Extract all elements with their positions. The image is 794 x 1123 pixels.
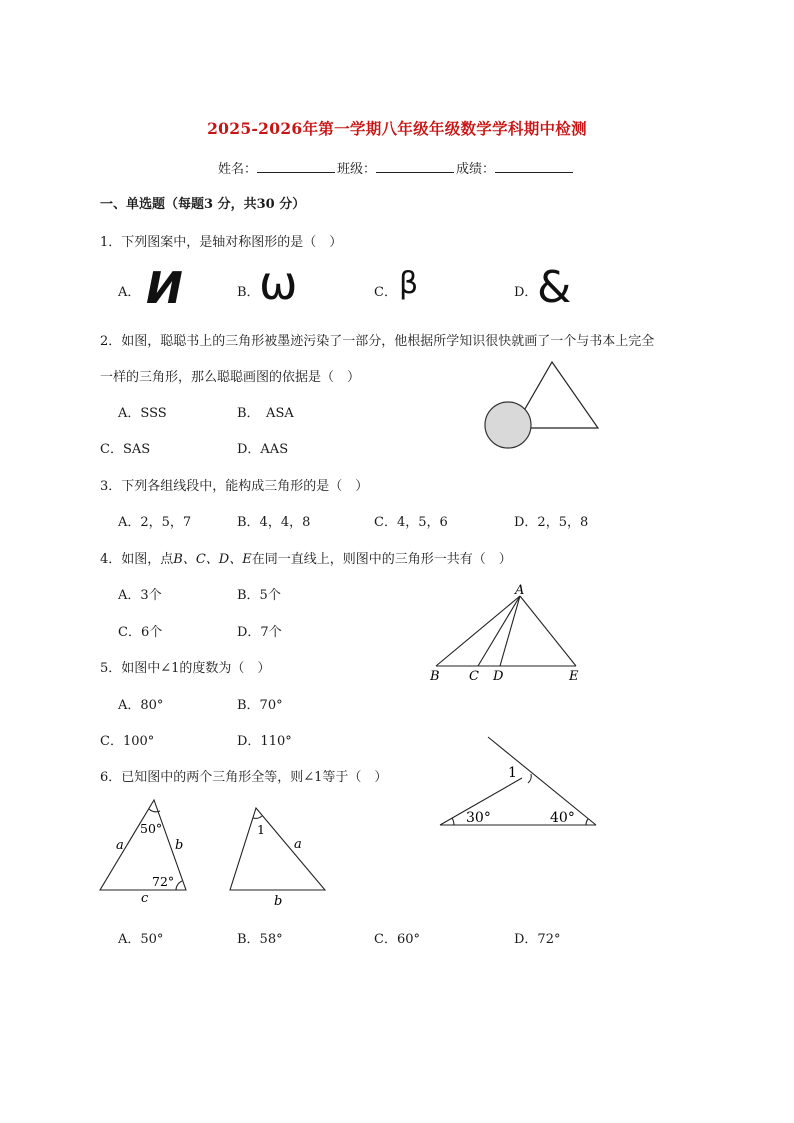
q3-option-c[interactable]: C．4，5，6: [374, 515, 448, 530]
q1-glyph-d: &: [537, 262, 572, 313]
name-blank[interactable]: [257, 160, 335, 173]
class-label: 班级：: [337, 162, 377, 177]
q6-right-label-a: a: [294, 837, 302, 852]
q5-angle1-arc: [528, 774, 531, 783]
score-blank[interactable]: [495, 160, 573, 173]
q1-glyph-b: ω: [259, 256, 298, 310]
q4-line-ac: [478, 596, 520, 666]
page-title: 2025-2026年第一学期八年级年级数学学科期中检测: [207, 119, 587, 138]
q6-option-b[interactable]: B．58°: [237, 932, 283, 947]
q4-option-b[interactable]: B．5个: [237, 588, 281, 603]
q6-figure-right: [226, 806, 331, 911]
q4-option-d[interactable]: D．7个: [237, 625, 282, 640]
q4-label-e: E: [569, 669, 579, 684]
q5-label-30: 30°: [466, 810, 491, 826]
q6-left-label-a: a: [116, 838, 124, 853]
q5-label-1: 1: [508, 765, 517, 781]
q5-angle30-arc: [452, 818, 454, 825]
q5-option-b[interactable]: B．70°: [237, 698, 283, 713]
q4-line-ad: [500, 596, 520, 666]
q4-stem-pre: 4．如图，点: [100, 552, 174, 567]
q3-option-d[interactable]: D．2，5，8: [514, 515, 589, 530]
q6-right-label-1: 1: [257, 822, 265, 837]
q2-option-a[interactable]: A．SSS: [118, 406, 167, 421]
q4-figure: [428, 582, 588, 682]
q4-option-c[interactable]: C．6个: [118, 625, 163, 640]
name-label: 姓名：: [218, 162, 258, 177]
q6-right-label-b: b: [274, 894, 283, 909]
q1-option-a[interactable]: A．: [118, 285, 141, 300]
q2-ink-blot: [485, 402, 531, 448]
q5-option-d[interactable]: D．110°: [237, 734, 292, 749]
q5-label-40: 40°: [550, 810, 575, 826]
q4-label-d: D: [493, 669, 504, 684]
q1-option-d[interactable]: D．: [514, 285, 538, 300]
q5-option-c[interactable]: C．100°: [100, 734, 155, 749]
q6-option-c[interactable]: C．60°: [374, 932, 420, 947]
q2-option-b[interactable]: B． ASA: [237, 406, 294, 421]
q6-stem: 6．已知图中的两个三角形全等，则∠1等于（ ）: [100, 770, 388, 785]
q2-option-c[interactable]: C．SAS: [100, 442, 151, 457]
q1-glyph-a: И: [146, 263, 183, 314]
q1-option-b[interactable]: B．: [237, 285, 260, 300]
q6-option-d[interactable]: D．72°: [514, 932, 561, 947]
q4-label-a: A: [515, 583, 525, 598]
q6-left-angle50-arc: [149, 809, 160, 812]
q4-option-a[interactable]: A．3个: [118, 588, 162, 603]
q5-angle40-arc: [586, 819, 588, 825]
score-label: 成绩：: [456, 162, 496, 177]
student-info-line: [218, 158, 575, 177]
q5-extended-side: [488, 737, 596, 825]
section-heading: 一、单选题（每题3 分，共30 分）: [100, 197, 306, 212]
q4-stem-points: B、C、D、E: [173, 552, 252, 567]
q4-label-b: B: [430, 669, 440, 684]
q4-stem: [100, 548, 512, 567]
q3-option-a[interactable]: A．2，5，7: [118, 515, 192, 530]
q2-figure-ink-triangle: [480, 360, 605, 455]
q6-left-label-50: 50°: [140, 821, 163, 836]
q2-option-d[interactable]: D．AAS: [237, 442, 289, 457]
q3-stem: 3．下列各组线段中，能构成三角形的是（ ）: [100, 479, 369, 494]
q5-option-a[interactable]: A．80°: [118, 698, 164, 713]
q6-right-triangle: [230, 808, 325, 890]
q6-left-label-b: b: [175, 838, 184, 853]
q6-right-angle1-arc: [253, 816, 262, 818]
q4-stem-post: 在同一直线上，则图中的三角形一共有（ ）: [251, 552, 512, 567]
q6-left-label-c: c: [141, 891, 149, 906]
q4-line-ab: [436, 596, 520, 666]
q1-stem: 1．下列图案中，是轴对称图形的是（ ）: [100, 235, 343, 250]
q2-stem-line2: 一样的三角形，那么聪聪画图的依据是（ ）: [100, 370, 361, 385]
q6-option-a[interactable]: A．50°: [118, 932, 164, 947]
q2-stem-line1: 2．如图，聪聪书上的三角形被墨迹污染了一部分，他根据所学知识很快就画了一个与书本上完全: [100, 334, 655, 349]
q5-stem: 5．如图中∠1的度数为（ ）: [100, 661, 271, 676]
q3-option-b[interactable]: B．4，4，8: [237, 515, 311, 530]
q4-line-ae: [520, 596, 576, 666]
q1-glyph-c: β: [399, 266, 419, 301]
q4-label-c: C: [469, 669, 479, 684]
q6-figure-left: [96, 798, 196, 908]
q6-left-label-72: 72°: [152, 874, 175, 889]
q6-left-angle72-arc: [176, 881, 182, 890]
q1-option-c[interactable]: C．: [374, 285, 397, 300]
class-blank[interactable]: [376, 160, 454, 173]
q5-figure: [436, 734, 601, 829]
